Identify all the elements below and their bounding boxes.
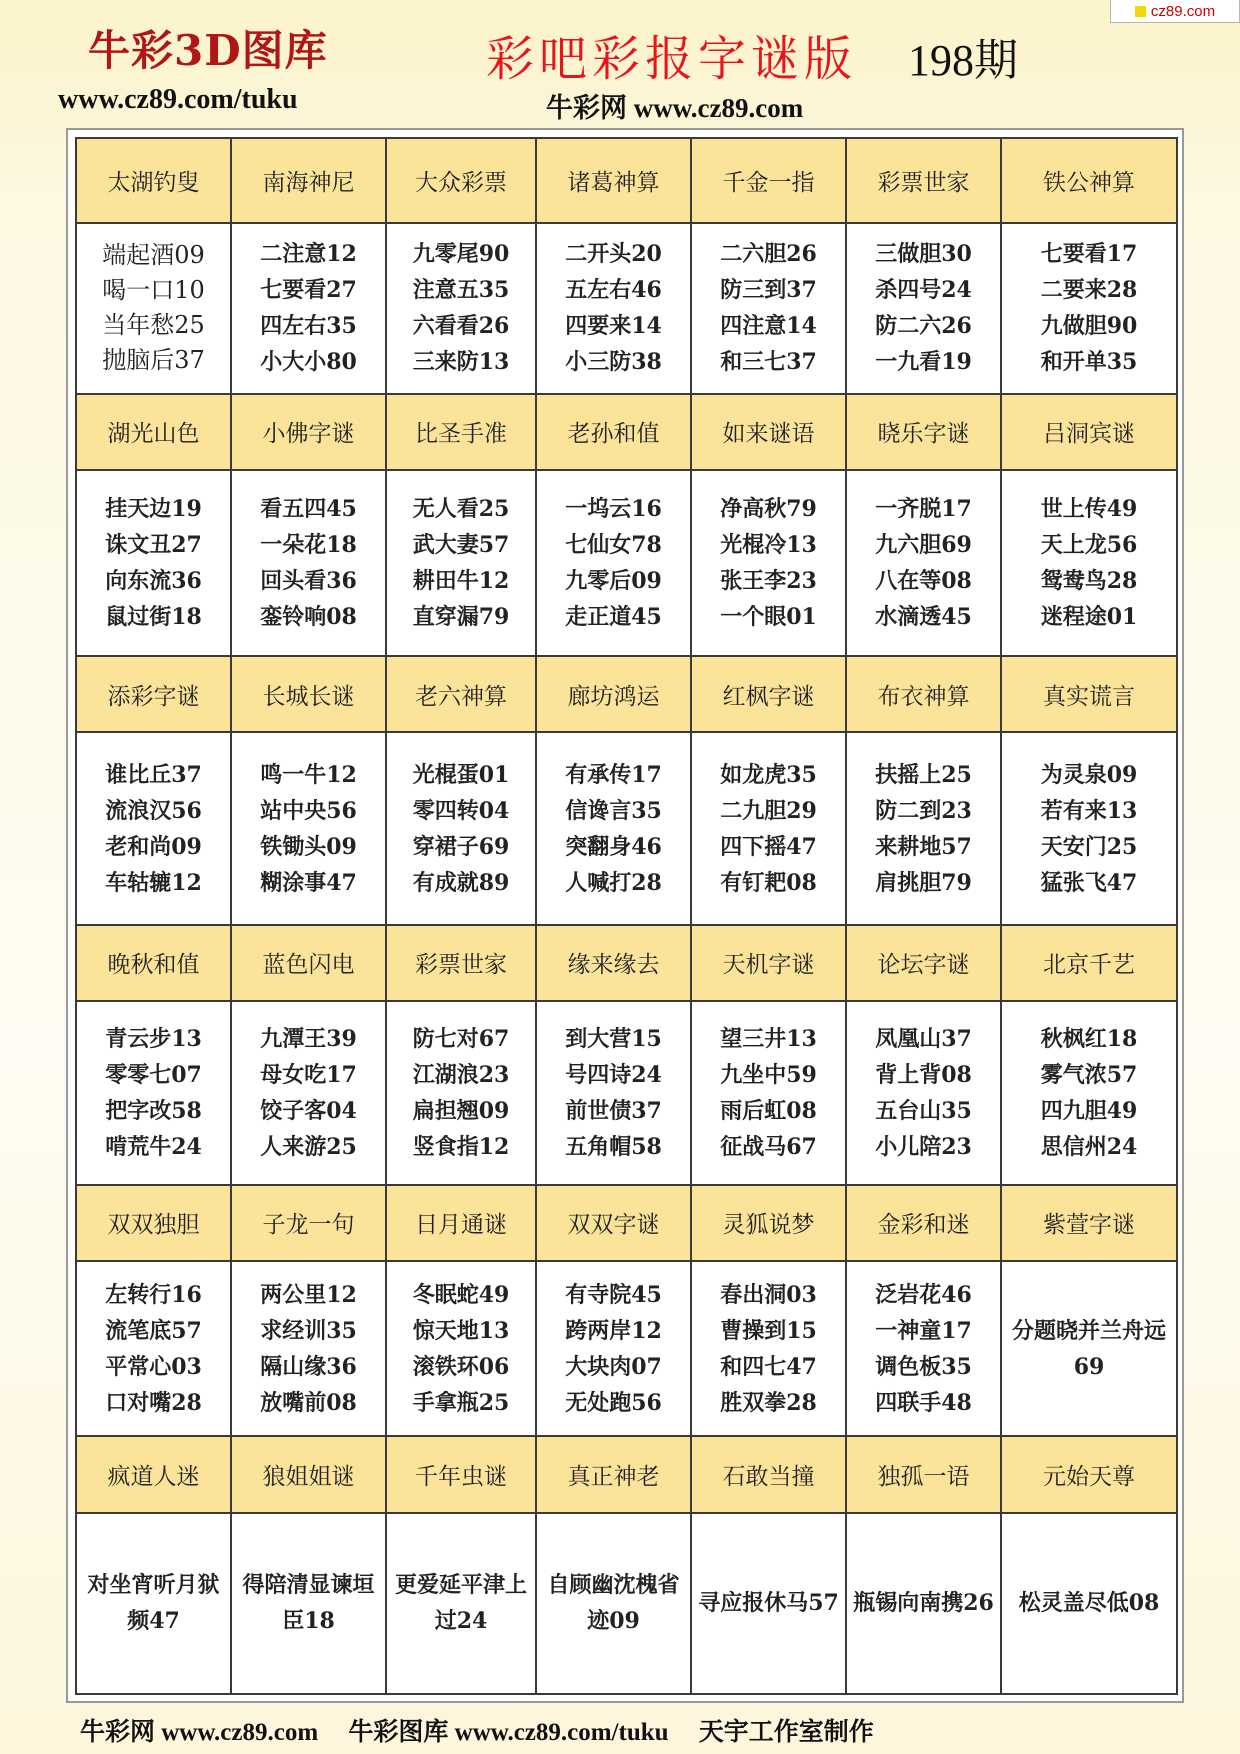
column-header: 湖光山色 — [76, 394, 231, 470]
column-header: 北京千艺 — [1001, 925, 1177, 1001]
cell-line: 跨两岸12 — [565, 1317, 662, 1344]
cell-line: 口对嘴28 — [105, 1389, 202, 1416]
cell-line: 站中央56 — [260, 797, 357, 824]
table-cell — [691, 1513, 846, 1694]
cell-line: 竖食指12 — [412, 1133, 510, 1160]
cell-line: 分题晓并兰舟远69 — [1011, 1317, 1166, 1380]
column-header: 小佛字谜 — [231, 394, 386, 470]
table-cell — [846, 732, 1001, 924]
cell-line: 四注意14 — [720, 313, 817, 340]
content-row — [76, 732, 1177, 924]
cell-line: 三做胆30 — [875, 241, 972, 268]
cell-line: 得陪清显谏垣臣18 — [242, 1572, 375, 1635]
cell-line: 两公里12 — [260, 1281, 357, 1308]
table-cell — [76, 1001, 231, 1185]
cell-line: 人喊打28 — [565, 869, 662, 896]
cell-line: 平常心03 — [105, 1353, 202, 1380]
cell-line: 突翻身46 — [565, 833, 662, 860]
column-header: 日月通谜 — [386, 1185, 536, 1261]
column-header: 狼姐姐谜 — [231, 1436, 386, 1512]
content-row — [76, 1261, 1177, 1436]
cell-line: 鼠过街18 — [105, 604, 202, 631]
column-header: 如来谜语 — [691, 394, 846, 470]
cell-line: 流浪汉56 — [105, 797, 202, 824]
cell-line: 如龙虎35 — [720, 761, 817, 788]
cell-line: 銮铃响08 — [260, 604, 357, 631]
column-header: 晚秋和值 — [76, 925, 231, 1001]
column-header: 紫萱字谜 — [1001, 1185, 1177, 1261]
cell-line: 松灵盖尽低08 — [1018, 1590, 1160, 1617]
cell-line: 天安门25 — [1040, 833, 1138, 860]
cell-line: 江湖浪23 — [412, 1061, 510, 1088]
column-header: 太湖钓叟 — [76, 138, 231, 223]
cell-line: 对坐宵听月狱频47 — [87, 1572, 220, 1635]
cell-line: 防二六26 — [875, 313, 972, 340]
cell-line: 七要看27 — [260, 277, 357, 304]
cell-line: 左转行16 — [105, 1281, 202, 1308]
cell-line: 一神童17 — [875, 1317, 972, 1344]
cell-line: 糊涂事47 — [260, 869, 357, 896]
column-header: 蓝色闪电 — [231, 925, 386, 1001]
cell-line: 向东流36 — [105, 568, 202, 595]
cell-line: 饺子客04 — [260, 1097, 357, 1124]
cell-line: 和开单35 — [1040, 349, 1138, 376]
cell-line: 九潭王39 — [260, 1025, 357, 1052]
cell-line: 二注意12 — [260, 241, 357, 268]
column-header: 铁公神算 — [1001, 138, 1177, 223]
table-cell — [386, 470, 536, 656]
cell-line: 耕田牛12 — [412, 568, 510, 595]
column-header: 布衣神算 — [846, 656, 1001, 732]
cell-line: 走正道45 — [565, 604, 662, 631]
cell-line: 一九看19 — [875, 349, 972, 376]
cell-line: 滚铁环06 — [412, 1353, 510, 1380]
cell-line: 号四诗24 — [565, 1061, 662, 1088]
column-header: 晓乐字谜 — [846, 394, 1001, 470]
column-header: 老孙和值 — [536, 394, 691, 470]
cell-line: 一齐脱17 — [875, 496, 972, 523]
cell-line: 瓶锡向南携26 — [853, 1590, 994, 1617]
cell-line: 和四七47 — [720, 1353, 817, 1380]
column-header: 子龙一句 — [231, 1185, 386, 1261]
table-cell — [536, 1513, 691, 1694]
cell-line: 九做胆90 — [1040, 313, 1138, 340]
cell-line: 调色板35 — [875, 1353, 972, 1380]
column-header: 吕洞宾谜 — [1001, 394, 1177, 470]
cell-line: 思信州24 — [1040, 1133, 1138, 1160]
header-row — [76, 656, 1177, 732]
table-cell — [691, 223, 846, 393]
cell-line: 天上龙56 — [1040, 532, 1138, 559]
column-header: 廊坊鸿运 — [536, 656, 691, 732]
cell-line: 肩挑胆79 — [875, 869, 972, 896]
sub-site-url: 牛彩网 www.cz89.com — [546, 93, 804, 123]
cell-line: 若有来13 — [1040, 797, 1138, 824]
cell-line: 二开头20 — [565, 241, 662, 268]
cell-line: 来耕地57 — [875, 833, 972, 860]
cell-line: 有承传17 — [565, 761, 662, 788]
cell-line: 信谗言35 — [565, 797, 662, 824]
column-header: 千金一指 — [691, 138, 846, 223]
yellow-square-icon — [1135, 6, 1146, 17]
cell-line: 放嘴前08 — [260, 1389, 357, 1416]
column-header: 诸葛神算 — [536, 138, 691, 223]
cell-line: 大块肉07 — [565, 1353, 662, 1380]
table-cell — [76, 1513, 231, 1694]
cell-line: 零四转04 — [412, 797, 510, 824]
table-cell — [76, 223, 231, 393]
table-cell — [386, 1001, 536, 1185]
cell-line: 杀四号24 — [875, 277, 972, 304]
cell-line: 惊天地13 — [412, 1317, 510, 1344]
cell-line: 一坞云16 — [565, 496, 662, 523]
cell-line: 鸳鸯鸟28 — [1040, 568, 1138, 595]
cell-line: 五角帽58 — [565, 1133, 662, 1160]
cell-line: 抛脑后37 — [102, 346, 205, 375]
column-header: 缘来缘去 — [536, 925, 691, 1001]
table-cell — [386, 732, 536, 924]
cell-line: 诛文丑27 — [105, 532, 202, 559]
cell-line: 有成就89 — [412, 869, 510, 896]
column-header: 添彩字谜 — [76, 656, 231, 732]
column-header: 千年虫谜 — [386, 1436, 536, 1512]
column-header: 双双独胆 — [76, 1185, 231, 1261]
table-cell — [536, 732, 691, 924]
cell-line: 端起酒09 — [102, 241, 205, 270]
table-cell — [1001, 1513, 1177, 1694]
cell-line: 六看看26 — [412, 313, 510, 340]
table-cell — [846, 1261, 1001, 1436]
table-cell — [846, 223, 1001, 393]
cell-line: 直穿漏79 — [412, 604, 510, 631]
cell-line: 征战马67 — [720, 1133, 817, 1160]
cell-line: 雨后虹08 — [720, 1097, 817, 1124]
cell-line: 喝一口10 — [102, 276, 205, 305]
cell-line: 五台山35 — [875, 1097, 972, 1124]
column-header: 独孤一语 — [846, 1436, 1001, 1512]
cell-line: 水滴透45 — [875, 604, 972, 631]
content-row — [76, 1513, 1177, 1694]
column-header: 南海神尼 — [231, 138, 386, 223]
cell-line: 三来防13 — [412, 349, 510, 376]
table-cell — [1001, 732, 1177, 924]
cell-line: 自顾幽沈槐省迹09 — [547, 1572, 680, 1635]
cell-line: 二六胆26 — [720, 241, 817, 268]
cell-line: 迷程途01 — [1040, 604, 1138, 631]
column-header: 灵狐说梦 — [691, 1185, 846, 1261]
cell-line: 九坐中59 — [720, 1061, 817, 1088]
column-header: 元始天尊 — [1001, 1436, 1177, 1512]
table-cell — [1001, 1001, 1177, 1185]
cell-line: 五左右46 — [565, 277, 662, 304]
cell-line: 鸣一牛12 — [260, 761, 357, 788]
table-cell — [846, 1513, 1001, 1694]
table-cell — [231, 1261, 386, 1436]
cell-line: 扶摇上25 — [875, 761, 972, 788]
column-header: 大众彩票 — [386, 138, 536, 223]
watermark-badge — [1110, 0, 1240, 23]
header-row — [76, 394, 1177, 470]
cell-line: 前世债37 — [565, 1097, 662, 1124]
footer-site: 牛彩网 www.cz89.com — [80, 1719, 319, 1746]
column-header: 真实谎言 — [1001, 656, 1177, 732]
column-header: 石敢当撞 — [691, 1436, 846, 1512]
cell-line: 母女吃17 — [260, 1061, 357, 1088]
table-cell — [846, 470, 1001, 656]
cell-line: 胜双拳28 — [720, 1389, 817, 1416]
cell-line: 冬眠蛇49 — [412, 1281, 510, 1308]
cell-line: 手拿瓶25 — [412, 1389, 510, 1416]
cell-line: 流笔底57 — [105, 1317, 202, 1344]
cell-line: 四九胆49 — [1040, 1097, 1138, 1124]
content-row — [76, 470, 1177, 656]
cell-line: 防七对67 — [412, 1025, 510, 1052]
cell-line: 老和尚09 — [105, 833, 202, 860]
table-cell — [691, 1001, 846, 1185]
cell-line: 看五四45 — [260, 496, 357, 523]
table-cell — [1001, 1261, 1177, 1436]
cell-line: 青云步13 — [105, 1025, 202, 1052]
cell-line: 铁锄头09 — [260, 833, 357, 860]
content-row — [76, 1001, 1177, 1185]
column-header: 比圣手准 — [386, 394, 536, 470]
header-row — [76, 138, 1177, 223]
cell-line: 七仙女78 — [565, 532, 662, 559]
cell-line: 有寺院45 — [565, 1281, 662, 1308]
cell-line: 和三七37 — [720, 349, 817, 376]
badge-text: cz89.com — [1150, 2, 1216, 20]
column-header: 疯道人迷 — [76, 1436, 231, 1512]
column-header: 论坛字谜 — [846, 925, 1001, 1001]
content-row — [76, 223, 1177, 393]
cell-line: 防二到23 — [875, 797, 972, 824]
cell-line: 无人看25 — [412, 496, 510, 523]
cell-line: 无处跑56 — [565, 1389, 662, 1416]
footer-gallery: 牛彩图库 www.cz89.com/tuku — [348, 1719, 669, 1746]
cell-line: 扁担翘09 — [412, 1097, 510, 1124]
issue-number: 198期 — [908, 36, 1018, 85]
cell-line: 秋枫红18 — [1040, 1025, 1138, 1052]
cell-line: 当年愁25 — [102, 311, 205, 340]
cell-line: 九六胆69 — [875, 532, 972, 559]
table-cell — [386, 1261, 536, 1436]
table-cell — [1001, 223, 1177, 393]
table-cell — [231, 1001, 386, 1185]
table-cell — [386, 1513, 536, 1694]
table-cell — [76, 732, 231, 924]
column-header: 天机字谜 — [691, 925, 846, 1001]
table-cell — [1001, 470, 1177, 656]
cell-line: 凤凰山37 — [875, 1025, 972, 1052]
table-cell — [536, 470, 691, 656]
footer-credit: 天宇工作室制作 — [698, 1719, 874, 1746]
cell-line: 车轱辘12 — [105, 869, 202, 896]
column-header: 金彩和迷 — [846, 1185, 1001, 1261]
site-url: www.cz89.com/tuku — [58, 84, 298, 115]
column-header: 长城长谜 — [231, 656, 386, 732]
column-header: 真正神老 — [536, 1436, 691, 1512]
cell-line: 七要看17 — [1040, 241, 1138, 268]
cell-line: 世上传49 — [1040, 496, 1138, 523]
column-header: 红枫字谜 — [691, 656, 846, 732]
cell-line: 小三防38 — [565, 349, 662, 376]
cell-line: 二九胆29 — [720, 797, 817, 824]
cell-line: 一个眼01 — [720, 604, 817, 631]
cell-line: 更爱延平津上过24 — [394, 1572, 527, 1635]
table-cell — [691, 732, 846, 924]
cell-line: 二要来28 — [1040, 277, 1138, 304]
cell-line: 光棍蛋01 — [412, 761, 510, 788]
cell-line: 净高秋79 — [720, 496, 817, 523]
cell-line: 背上背08 — [875, 1061, 972, 1088]
cell-line: 九零后09 — [565, 568, 662, 595]
cell-line: 回头看36 — [260, 568, 357, 595]
table-cell — [536, 1261, 691, 1436]
cell-line: 零零七07 — [105, 1061, 202, 1088]
footer — [80, 1712, 898, 1748]
table-cell — [536, 1001, 691, 1185]
cell-line: 人来游25 — [260, 1133, 357, 1160]
table-cell — [231, 1513, 386, 1694]
cell-line: 四左右35 — [260, 313, 357, 340]
cell-line: 为灵泉09 — [1040, 761, 1138, 788]
cell-line: 猛张飞47 — [1040, 869, 1138, 896]
cell-line: 谁比丘37 — [105, 761, 202, 788]
cell-line: 挂天边19 — [105, 496, 202, 523]
cell-line: 雾气浓57 — [1040, 1061, 1138, 1088]
table-cell — [691, 470, 846, 656]
cell-line: 八在等08 — [875, 568, 972, 595]
table-cell — [76, 1261, 231, 1436]
cell-line: 武大妻57 — [412, 532, 510, 559]
cell-line: 寻应报休马57 — [698, 1590, 839, 1617]
table-cell — [231, 470, 386, 656]
header-row — [76, 925, 1177, 1001]
column-header: 老六神算 — [386, 656, 536, 732]
cell-line: 注意五35 — [412, 277, 510, 304]
table-cell — [76, 470, 231, 656]
cell-line: 小大小80 — [260, 349, 357, 376]
column-header: 彩票世家 — [846, 138, 1001, 223]
table-cell — [536, 223, 691, 393]
cell-line: 张王李23 — [720, 568, 817, 595]
cell-line: 到大营15 — [565, 1025, 662, 1052]
cell-line: 把字改58 — [105, 1097, 202, 1124]
site-title: 牛彩3D图库 — [88, 26, 328, 75]
cell-line: 四要来14 — [565, 313, 662, 340]
cell-line: 有钉耙08 — [720, 869, 817, 896]
cell-line: 啃荒牛24 — [105, 1133, 202, 1160]
table-cell — [691, 1261, 846, 1436]
table-cell — [231, 223, 386, 393]
header-row — [76, 1185, 1177, 1261]
riddle-table — [75, 137, 1178, 1695]
cell-line: 光棍冷13 — [720, 532, 817, 559]
cell-line: 四联手48 — [875, 1389, 972, 1416]
cell-line: 泛岩花46 — [875, 1281, 972, 1308]
table-cell — [846, 1001, 1001, 1185]
cell-line: 防三到37 — [720, 277, 817, 304]
header-row — [76, 1436, 1177, 1512]
page-title: 彩吧彩报字谜版 — [486, 31, 858, 87]
cell-line: 九零尾90 — [412, 241, 510, 268]
cell-line: 隔山缘36 — [260, 1353, 357, 1380]
cell-line: 四下摇47 — [720, 833, 817, 860]
table-cell — [231, 732, 386, 924]
column-header: 双双字谜 — [536, 1185, 691, 1261]
table-cell — [386, 223, 536, 393]
cell-line: 求经训35 — [260, 1317, 357, 1344]
cell-line: 望三井13 — [720, 1025, 817, 1052]
cell-line: 一朵花18 — [260, 532, 357, 559]
cell-line: 穿裙子69 — [412, 833, 510, 860]
cell-line: 曹操到15 — [720, 1317, 817, 1344]
cell-line: 小儿陪23 — [875, 1133, 972, 1160]
cell-line: 春出洞03 — [720, 1281, 817, 1308]
column-header: 彩票世家 — [386, 925, 536, 1001]
